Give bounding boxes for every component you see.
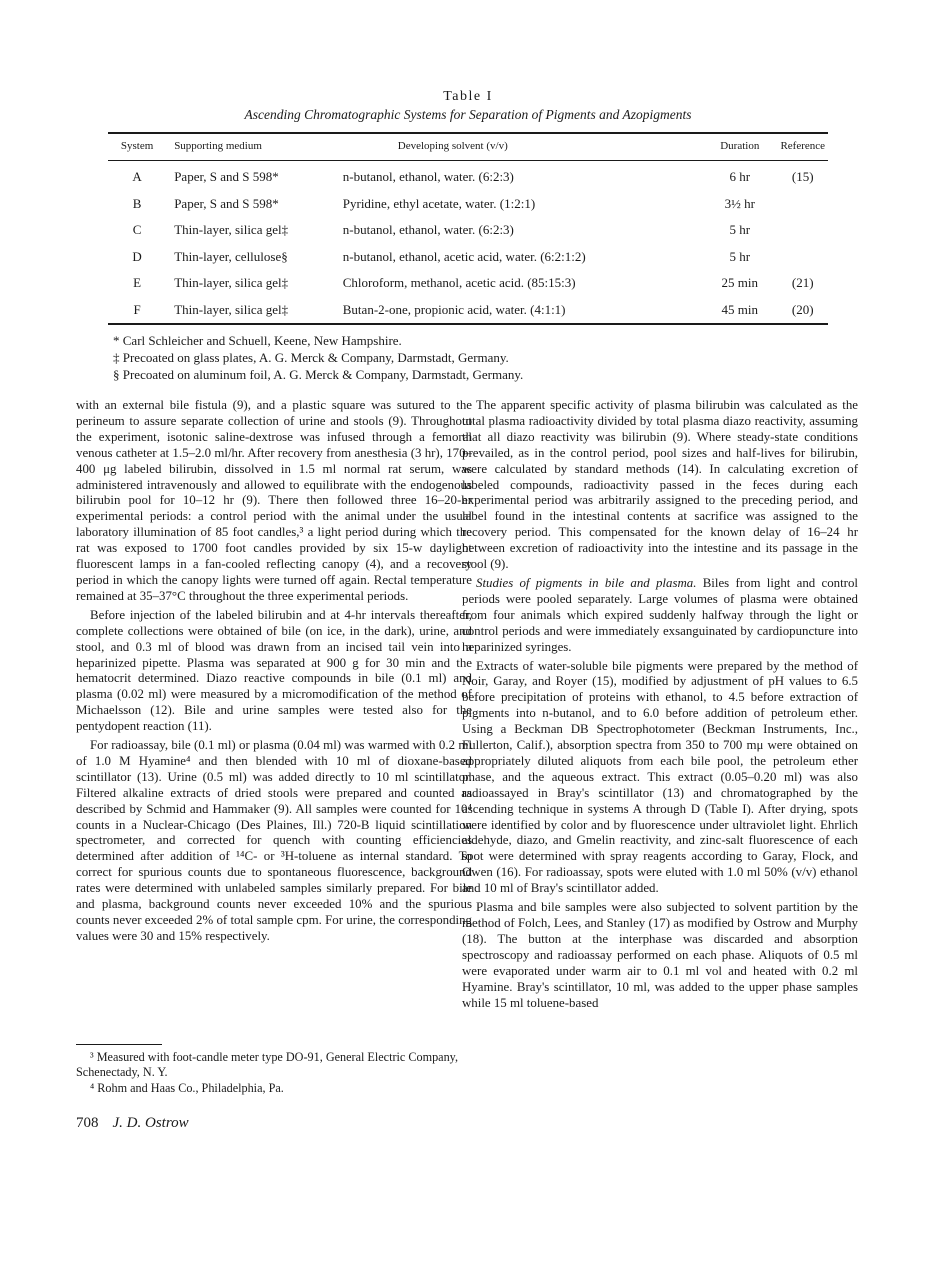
table-header-row (108, 138, 828, 154)
page-footnote: ⁴ Rohm and Haas Co., Philadelphia, Pa. (90, 1081, 284, 1095)
right-column (462, 398, 858, 1011)
page-number: 708 (76, 1115, 99, 1131)
table-top-rule (108, 132, 828, 134)
cell-developing-solvent: n-butanol, ethanol, water. (6:2:3) (342, 222, 514, 238)
paragraph: The apparent specific activity of plasma bilirubin was calculated as the total plasma radioactivity divided by total plasma diazo reactivity, assuming that all diazo reactivity was bilirubin (9). Where steady-state conditions prevailed, as in the control period, pool sizes and half-lives for bilirubin, were calculated by standard methods (14). In calculating excretion of labeled compounds, radioactivity passed in the feces during each experimental period was arbitrarily assigned to the preceding period, and label found in the intestinal contents at sacrifice was assigned to the recovery period. This compensated for the known delay of 16–24 hr between excretion of radioactivity into the intestine and its passage in the stool (9). (462, 398, 858, 572)
column-header-system: System (120, 140, 154, 152)
cell-duration: 6 hr (729, 169, 751, 185)
paragraph: Extracts of water-soluble bile pigments were prepared by the method of Noir, Garay, and Royer (15), modified by adjustment of pH values to 6.5 before precipitation of proteins with ethanol, to 4.5 before extraction of pigments into n-butanol, and to 6.0 before addition of petroleum ether. Using a Beckman DB Spectrophotometer (Beckman Instruments, Inc., Fullerton, Calif.), absorption spectra from 350 to 700 mμ were obtained on appropriately diluted aliquots from each bile pool, the petroleum ether phase, and the aqueous extract. This extract (0.05–0.20 ml) was also radioassayed in Bray's scintillator (13) and chromatographed by the ascending technique in systems A through D (Table I). After drying, spots were identified by color and by fluorescence under ultraviolet light. Ehrlich aldehyde, diazo, and Gmelin reactivity, and zinc-salt fluorescence of each spot were determined with spray reagents according to Garay, Flock, and Owen (16). For radioassay, spots were eluted with 1.0 ml 50% (v/v) ethanol and 10 ml of Bray's scintillator added. (462, 658, 858, 896)
table-subtitle: Ascending Chromatographic Systems for Separation of Pigments and Azopigments (244, 107, 692, 122)
column-header-supporting-medium: Supporting medium (174, 140, 262, 152)
table-row (108, 297, 828, 324)
table-bottom-rule (108, 323, 828, 325)
cell-supporting-medium: Paper, S and S 598* (174, 195, 279, 211)
cell-supporting-medium: Thin-layer, silica gel‡ (174, 301, 289, 317)
cell-system: A (132, 169, 142, 185)
paragraph: For radioassay, bile (0.1 ml) or plasma (0.04 ml) was warmed with 0.2 ml of 1.0 M Hyamine⁴ and then blended with 10 ml of dioxane-based scintillator (13). Urine (0.5 ml) was added directly to 10 ml scintillator. Filtered alkaline extracts of dried stools were prepared and counted as described by Schmid and Hammaker (9). All samples were counted for 10⁴ counts in a Nuclear-Chicago (Des Plaines, Ill.) 720-B liquid scintillation spectrometer, and corrected for quench with counting efficiencies determined after addition of ¹⁴C- or ³H-toluene as internal standard. To correct for spurious counts due to spontaneous fluorescence, background rates were determined with unlabeled samples similarly prepared. For bile and plasma, background counts never exceeded 10% and the spurious counts never exceeded 2% of total sample cpm. For urine, the corresponding values were 30 and 15% respectively. (76, 738, 472, 943)
table-row (108, 244, 828, 271)
cell-system: D (132, 248, 142, 264)
table-row (108, 270, 828, 297)
cell-developing-solvent: Pyridine, ethyl acetate, water. (1:2:1) (342, 195, 536, 211)
cell-supporting-medium: Paper, S and S 598* (174, 169, 279, 185)
table-footnote: § Precoated on aluminum foil, A. G. Merck & Company, Darmstadt, Germany. (113, 367, 524, 382)
table-row (108, 191, 828, 218)
chromatographic-systems-table (108, 138, 828, 323)
cell-duration: 25 min (721, 275, 759, 291)
cell-system: B (132, 195, 142, 211)
cell-reference: (20) (791, 301, 814, 317)
cell-duration: 5 hr (729, 222, 751, 238)
cell-reference (778, 191, 829, 218)
page-folio (76, 1115, 189, 1132)
column-header-duration: Duration (720, 140, 760, 152)
paragraph: with an external bile fistula (9), and a plastic square was sutured to the perineum to assure separate collection of urine and stools (9). Throughout the experiment, isotonic saline-dextrose was infused through a femoral venous catheter at 1.5–2.0 ml/hr. After recovery from anesthesia (3 hr), 170–400 μg labeled bilirubin, dissolved in 1.5 ml normal rat serum, was administered intravenously and allowed to equilibrate with the endogenous bilirubin pool for 10–12 hr (9). There then followed three 16–20-hr experimental periods: a control period with the animal under the usual laboratory illumination of 85 foot candles,³ a light period during which the rat was exposed to 1700 foot candles provided by six 15-w daylight fluorescent lamps in a fan-cooled reflecting canopy (4), and a recovery period in which the canopy lights were turned off again. Rectal temperature remained at 35–37°C throughout the three experimental periods. (76, 398, 472, 603)
paragraph (462, 576, 858, 656)
cell-duration: 45 min (721, 301, 759, 317)
cell-developing-solvent: n-butanol, ethanol, acetic acid, water. (6:2:1:2) (342, 248, 586, 264)
table-title: Table I (443, 89, 493, 104)
paragraph-body: Biles from light and control periods were pooled separately. Large volumes of plasma were obtained from four animals which expired suddenly halfway through the light or control periods and were immediately exsanguinated by cardiopuncture into heparinized syringes. (462, 575, 858, 654)
table-footnote: ‡ Precoated on glass plates, A. G. Merck & Company, Darmstadt, Germany. (113, 350, 509, 365)
cell-developing-solvent: Butan-2-one, propionic acid, water. (4:1:1) (342, 301, 566, 317)
table-row (108, 164, 828, 191)
cell-system: C (132, 222, 142, 238)
cell-supporting-medium: Thin-layer, silica gel‡ (174, 222, 289, 238)
table-footnote: * Carl Schleicher and Schuell, Keene, New Hampshire. (113, 333, 402, 348)
cell-duration: 3½ hr (724, 195, 755, 211)
footnote-separator (76, 1044, 162, 1045)
cell-supporting-medium: Thin-layer, cellulose§ (174, 248, 288, 264)
column-header-developing-solvent: Developing solvent (v/v) (397, 140, 508, 152)
column-header-reference: Reference (780, 140, 826, 152)
cell-developing-solvent: n-butanol, ethanol, water. (6:2:3) (342, 169, 514, 185)
cell-reference (778, 244, 829, 271)
cell-reference: (21) (791, 275, 814, 291)
cell-reference: (15) (791, 169, 814, 185)
running-author: J. D. Ostrow (112, 1115, 189, 1131)
paragraph: Plasma and bile samples were also subjected to solvent partition by the method of Folch, Lees, and Stanley (17) as modified by Ostrow and Murphy (18). The button at the interphase was discarded and absorption spectroscopy and radioassay performed on each phase. Aliquots of 0.5 ml were evaporated under warm air to 0.1 ml vol and heated with 0.2 ml Hyamine. Bray's scintillator, 10 ml, was added to the upper phase samples while 15 ml toluene-based (462, 900, 858, 1010)
left-column (76, 398, 472, 945)
cell-system: F (133, 301, 141, 317)
page-footnote: ³ Measured with foot-candle meter type DO-91, General Electric Company, Schenectady, N. Y. (76, 1050, 459, 1079)
cell-duration: 5 hr (729, 248, 751, 264)
cell-system: E (133, 275, 142, 291)
section-heading: Studies of pigments in bile and plasma. (476, 575, 697, 590)
cell-reference (778, 217, 829, 244)
cell-developing-solvent: Chloroform, methanol, acetic acid. (85:15:3) (342, 275, 576, 291)
paragraph: Before injection of the labeled bilirubin and at 4-hr intervals thereafter, complete collections were obtained of bile (on ice, in the dark), urine, and stool, and 0.3 ml of blood was drawn from an incised tail vein into a heparinized pipette. Plasma was separated at 900 g for 30 min and the hematocrit determined. Diazo reactive compounds in bile (0.1 ml) and plasma (0.02 ml) were measured by a micromodification of the method of Michaelsson (12). Bile and urine samples were tested also for the pentydopent reaction (11). (76, 607, 472, 734)
table-row (108, 217, 828, 244)
cell-supporting-medium: Thin-layer, silica gel‡ (174, 275, 289, 291)
